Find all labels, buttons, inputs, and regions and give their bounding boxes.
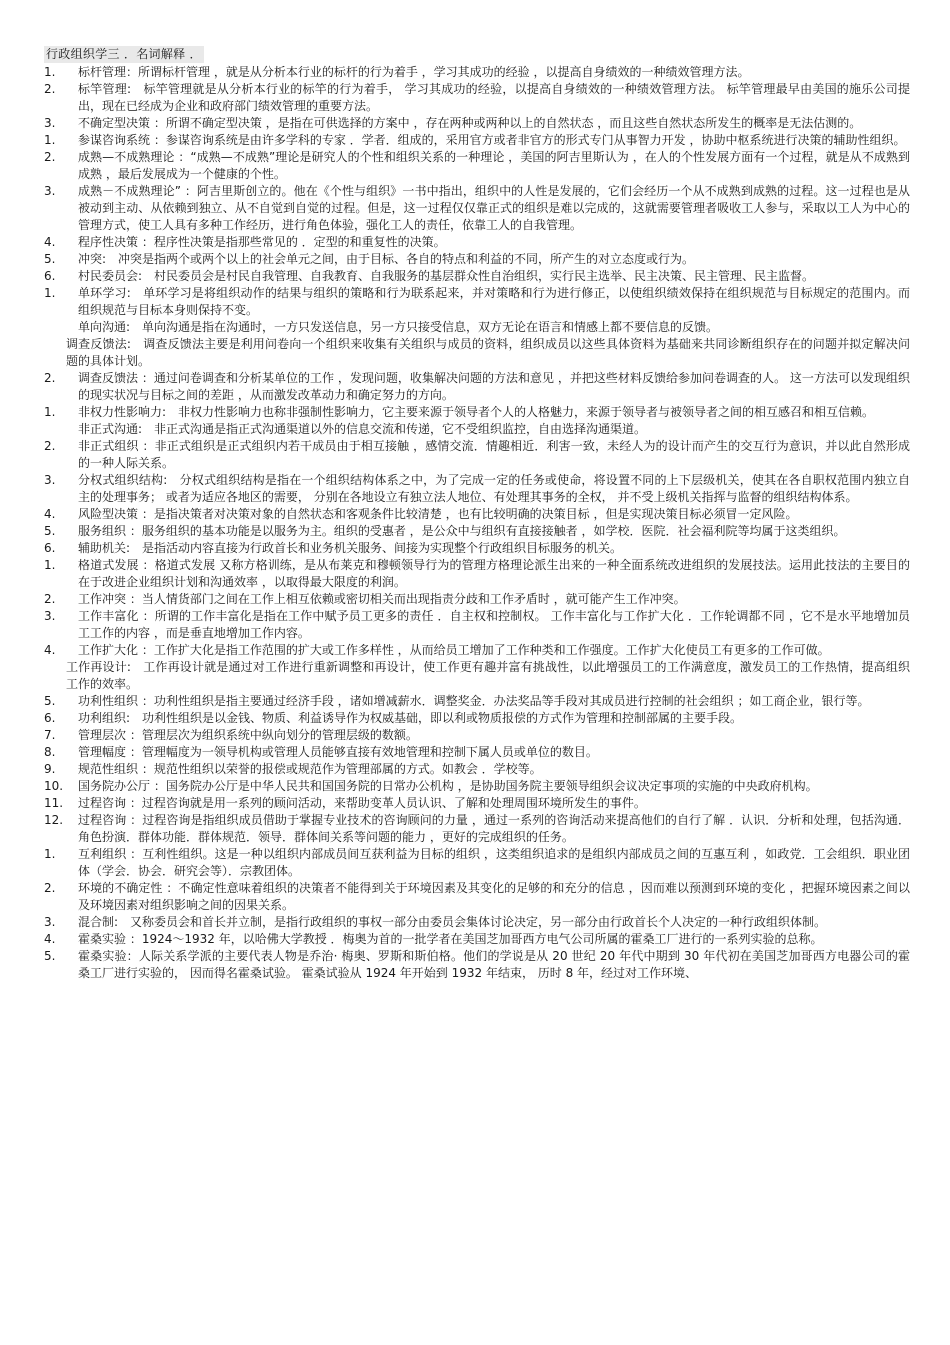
entry-text: 标竿管理: 标竿管理就是从分析本行业的标竿的行为着手， 学习其成功的经验，以提高自身绩效的一种绩效管理方法。 标竿管理最早由美国的施乐公司提出，现在已经成为企业和政府部门绩效管理的重要方法。 xyxy=(78,82,910,113)
glossary-entry xyxy=(44,115,910,132)
entry-text: 标杆管理：所谓标杆管理 ，就是从分析本行业的标杆的行为着手 ，学习其成功的经验 ，以提高自身绩效的一种绩效管理方法。 xyxy=(78,65,750,79)
entry-number: 11. xyxy=(44,796,64,810)
glossary-entry xyxy=(44,540,910,557)
entry-number: 10. xyxy=(44,779,64,793)
entry-text: 成熟－不成熟理论” ：阿吉里斯创立的。他在《个性与组织》一书中指出，组织中的人性是发展的，它们会经历一个从不成熟到成熟的过程。这一过程也是从被动到主动、从依赖到独立、从不自觉到自觉的过程。但是，这一过程仅仅靠正式的组织是难以完成的，这就需要管理者吸收工人参与，采取以工人为中心的管理方式，使工人具有多种工作经历，进行角色体验，强化工人的责任，依靠工人的自我管理。 xyxy=(78,184,910,232)
entry-text: 程序性决策 ：程序性决策是指那些常见的 ．定型的和重复性的决策。 xyxy=(78,235,446,249)
glossary-entry xyxy=(44,642,910,659)
entry-number: 3. xyxy=(44,184,56,198)
glossary-entry xyxy=(44,523,910,540)
glossary-entry xyxy=(44,795,910,812)
glossary-entry xyxy=(44,761,910,778)
entry-text: 功利性组织 ：功利性组织是指主要通过经济手段 ，诸如增减薪水．调整奖金．办法奖品等手段对其成员进行控制的社会组织 ；如工商企业，银行等。 xyxy=(78,694,870,708)
glossary-entry xyxy=(44,438,910,472)
entry-text: 成熟—不成熟理论 ：“成熟—不成熟”理论是研究人的个性和组织关系的一种理论 ，美国的阿吉里斯认为 ，在人的个性发展方面有一个过程，就是从不成熟到成熟 ，最后发展成为一个健康的个性。 xyxy=(78,150,910,181)
entry-number: 9. xyxy=(44,762,56,776)
entry-number: 1. xyxy=(44,558,56,572)
glossary-entry xyxy=(44,744,910,761)
entry-number: 3. xyxy=(44,473,56,487)
glossary-entry xyxy=(44,710,910,727)
entry-text: 互利组织 ：互利性组织。这是一种以组织内部成员间互获利益为目标的组织 ，这类组织追求的是组织内部成员之间的互惠互利 ，如政党．工会组织．职业团体（学会．协会．研究会等）．宗教团体。 xyxy=(78,847,910,878)
glossary-entry xyxy=(44,149,910,183)
entry-text: 冲突: 冲突是指两个或两个以上的社会单元之间，由于目标、各自的特点和利益的不同，所产生的对立态度或行为。 xyxy=(78,252,695,266)
entry-text: 非正式组织 ：非正式组织是正式组织内若干成员由于相互接触 ，感情交流．情趣相近．利害一致，未经人为的设计而产生的交互行为意识，并以此自然形成的一种人际关系。 xyxy=(78,439,910,470)
entry-number: 5. xyxy=(44,949,56,963)
entry-text: 环境的不确定性 ：不确定性意味着组织的决策者不能得到关于环境因素及其变化的足够的和充分的信息 ，因而难以预测到环境的变化 ，把握环境因素之间以及环境因素对组织影响之间的因果关系。 xyxy=(78,881,910,912)
entry-text: 单环学习: 单环学习是将组织动作的结果与组织的策略和行为联系起来，并对策略和行为进行修正，以使组织绩效保持在组织规范与目标规定的范围内。而组织规范与目标本身则保持不变。 xyxy=(78,286,910,317)
glossary-entry xyxy=(44,251,910,268)
entry-text: 风险型决策 ：是指决策者对决策对象的自然状态和客观条件比较清楚 ，也有比较明确的决策目标 ，但是实现决策目标必须冒一定风险。 xyxy=(78,507,798,521)
glossary-entry xyxy=(44,591,910,608)
entry-text: 工作扩大化 ：工作扩大化是指工作范围的扩大或工作多样性 ，从而给员工增加了工作种类和工作强度。工作扩大化使员工有更多的工作可做。 xyxy=(78,643,830,657)
entry-number: 7. xyxy=(44,728,56,742)
glossary-entry xyxy=(44,234,910,251)
entry-number: 2. xyxy=(44,82,56,96)
entry-number: 6. xyxy=(44,541,56,555)
glossary-entry xyxy=(44,880,910,914)
entry-number: 4. xyxy=(44,507,56,521)
glossary-entry xyxy=(44,778,910,795)
entry-number: 12. xyxy=(44,813,64,827)
entry-text: 分权式组织结构: 分权式组织结构是指在一个组织结构体系之中，为了完成一定的任务或使命，将设置不同的上下层级机关，使其在各自职权范围内独立自主的处理事务； 或者为适应各地区的需要， 分别在各地设立有独立法人地位、有处理其事务的全权， 并不受上级机关指挥与监督的组织结构体系。 xyxy=(78,473,910,504)
glossary-entry xyxy=(44,948,910,982)
entry-number: 2. xyxy=(44,592,56,606)
entry-number: 5. xyxy=(44,252,56,266)
entry-text: 调查反馈法 ：通过问卷调查和分析某单位的工作 ，发现问题，收集解决问题的方法和意见 ，并把这些材料反馈给参加问卷调查的人。 这一方法可以发现组织的现实状况与目标之间的差距 ，从而激发改革动力和确定努力的方向。 xyxy=(78,371,910,402)
entry-text: 不确定型决策 ：所谓不确定型决策 ，是指在可供选择的方案中 ，存在两种或两种以上的自然状态 ，而且这些自然状态所发生的概率是无法估测的。 xyxy=(78,116,862,130)
glossary-entry xyxy=(44,81,910,115)
entry-text: 参谋咨询系统 ：参谋咨询系统是由许多学科的专家 ．学者．组成的，采用官方或者非官方的形式专门从事智力开发 ，协助中枢系统进行决策的辅助性组织。 xyxy=(78,133,906,147)
glossary-entry-unnumbered: 工作再设计: 工作再设计就是通过对工作进行重新调整和再设计，使工作更有趣并富有挑战性，以此增强员工的工作满意度，激发员工的工作热情，提高组织工作的效率。 xyxy=(66,660,910,691)
entry-number: 8. xyxy=(44,745,56,759)
glossary-entry xyxy=(44,557,910,591)
entry-number: 1. xyxy=(44,405,56,419)
entry-number: 2. xyxy=(44,371,56,385)
glossary-entry-unnumbered: 非正式沟通: 非正式沟通是指正式沟通渠道以外的信息交流和传递，它不受组织监控，自由选择沟通渠道。 xyxy=(78,422,647,436)
glossary-entry xyxy=(44,931,910,948)
glossary-entry xyxy=(44,846,910,880)
glossary-entry xyxy=(44,268,910,285)
entry-number: 3. xyxy=(44,915,56,929)
entry-number: 4. xyxy=(44,235,56,249)
glossary-entry xyxy=(44,285,910,319)
glossary-entry-unnumbered: 单向沟通: 单向沟通是指在沟通时，一方只发送信息，另一方只接受信息，双方无论在语言和情感上都不要信息的反馈。 xyxy=(78,320,719,334)
entry-text: 非权力性影响力: 非权力性影响力也称非强制性影响力，它主要来源于领导者个人的人格魅力，来源于领导者与被领导者之间的相互感召和相互信赖。 xyxy=(78,405,875,419)
glossary-entry xyxy=(44,608,910,642)
entry-number: 6. xyxy=(44,269,56,283)
entry-text: 混合制: 又称委员会和首长并立制，是指行政组织的事权一部分由委员会集体讨论决定，另一部分由行政首长个人决定的一种行政组织体制。 xyxy=(78,915,827,929)
entry-text: 功利组织: 功利性组织是以金钱、物质、利益诱导作为权威基础，即以利或物质报偿的方式作为管理和控制部属的主要手段。 xyxy=(78,711,743,725)
glossary-entry xyxy=(44,472,910,506)
entry-text: 管理幅度 ：管理幅度为一领导机构或管理人员能够直接有效地管理和控制下属人员或单位的数目。 xyxy=(78,745,598,759)
document-title: 行政组织学三 ．名词解释 ． xyxy=(46,47,202,61)
entry-number: 4. xyxy=(44,643,56,657)
glossary-entry xyxy=(44,404,910,421)
entry-number: 2. xyxy=(44,439,56,453)
glossary-entry xyxy=(44,506,910,523)
entry-text: 村民委员会: 村民委员会是村民自我管理、自我教育、自我服务的基层群众性自治组织，实行民主选举、民主决策、民主管理、民主监督。 xyxy=(78,269,815,283)
entry-number: 3. xyxy=(44,609,56,623)
entry-number: 1. xyxy=(44,847,56,861)
entry-text: 霍桑实验 ：1924～1932 年，以哈佛大学教授 ．梅奥为首的一批学者在美国芝加哥西方电气公司所属的霍桑工厂进行的一系列实验的总称。 xyxy=(78,932,823,946)
entry-number: 2. xyxy=(44,150,56,164)
entry-text: 管理层次 ：管理层次为组织系统中纵向划分的管理层级的数额。 xyxy=(78,728,418,742)
entry-text: 规范性组织 ：规范性组织以荣誉的报偿或规范作为管理部属的方式。如教会 ．学校等。 xyxy=(78,762,542,776)
glossary-entry xyxy=(44,370,910,404)
entry-text: 格道式发展 ：格道式发展 又称方格训练，是从布莱克和穆顿领导行为的管理方格理论派生出来的一种全面系统改进组织的发展技法。运用此技法的主要目的在于改进企业组织计划和沟通效率 ，以取得最大限度的利润。 xyxy=(78,558,910,589)
entry-text: 国务院办公厅 ：国务院办公厅是中华人民共和国国务院的日常办公机构 ，是协助国务院主要领导组织会议决定事项的实施的中央政府机构。 xyxy=(78,779,818,793)
entry-number: 3. xyxy=(44,116,56,130)
entry-text: 过程咨询 ：过程咨询就是用一系列的顾问活动，来帮助变革人员认识、了解和处理周围环境所发生的事件。 xyxy=(78,796,646,810)
entry-number: 2. xyxy=(44,881,56,895)
entry-text: 霍桑实验：人际关系学派的主要代表人物是乔治· 梅奥、罗斯和斯伯格。他们的学说是从 20 世纪 20 年代中期到 30 年代初在美国芝加哥西方电器公司的霍桑工厂进行实验的， 因而得名霍桑试验。 霍桑试验从 1924 年开始到 1932 年结束， 历时 8 年，经过对工作环境、 xyxy=(78,949,910,980)
glossary-entry xyxy=(44,132,910,149)
entry-text: 工作丰富化 ：所谓的工作丰富化是指在工作中赋予员工更多的责任 ．自主权和控制权。 工作丰富化与工作扩大化 ．工作轮调都不同 ，它不是水平地增加员工工作的内容 ，而是垂直地增加工作内容。 xyxy=(78,609,910,640)
glossary-entry-unnumbered: 调查反馈法: 调查反馈法主要是利用问卷向一个组织来收集有关组织与成员的资料，组织成员以这些具体资料为基础来共同诊断组织存在的问题并拟定解决问题的具体计划。 xyxy=(66,337,910,368)
entry-number: 1. xyxy=(44,286,56,300)
entry-text: 工作冲突 ：当人情货部门之间在工作上相互依赖或密切相关而出现指责分歧和工作矛盾时 ，就可能产生工作冲突。 xyxy=(78,592,686,606)
entry-number: 1. xyxy=(44,65,56,79)
glossary-entry xyxy=(44,727,910,744)
entry-number: 1. xyxy=(44,133,56,147)
glossary-list xyxy=(44,64,910,982)
glossary-entry xyxy=(44,914,910,931)
glossary-entry xyxy=(44,183,910,234)
glossary-entry xyxy=(44,64,910,81)
entry-number: 6. xyxy=(44,711,56,725)
glossary-entry xyxy=(44,693,910,710)
entry-text: 过程咨询 ：过程咨询是指组织成员借助于掌握专业技术的咨询顾问的力量 ，通过一系列的咨询活动来提高他们的自行了解 ．认识．分析和处理，包括沟通．角色扮演．群体功能．群体规范．领导．群体间关系等问题的能力 ，更好的完成组织的任务。 xyxy=(78,813,910,844)
entry-number: 5. xyxy=(44,694,56,708)
glossary-entry xyxy=(44,812,910,846)
entry-number: 4. xyxy=(44,932,56,946)
entry-number: 5. xyxy=(44,524,56,538)
entry-text: 服务组织 ：服务组织的基本功能是以服务为主。组织的受惠者 ，是公众中与组织有直接接触者 ，如学校．医院．社会福利院等均属于这类组织。 xyxy=(78,524,846,538)
entry-text: 辅助机关: 是指活动内容直接为行政首长和业务机关服务、间接为实现整个行政组织目标服务的机关。 xyxy=(78,541,623,555)
